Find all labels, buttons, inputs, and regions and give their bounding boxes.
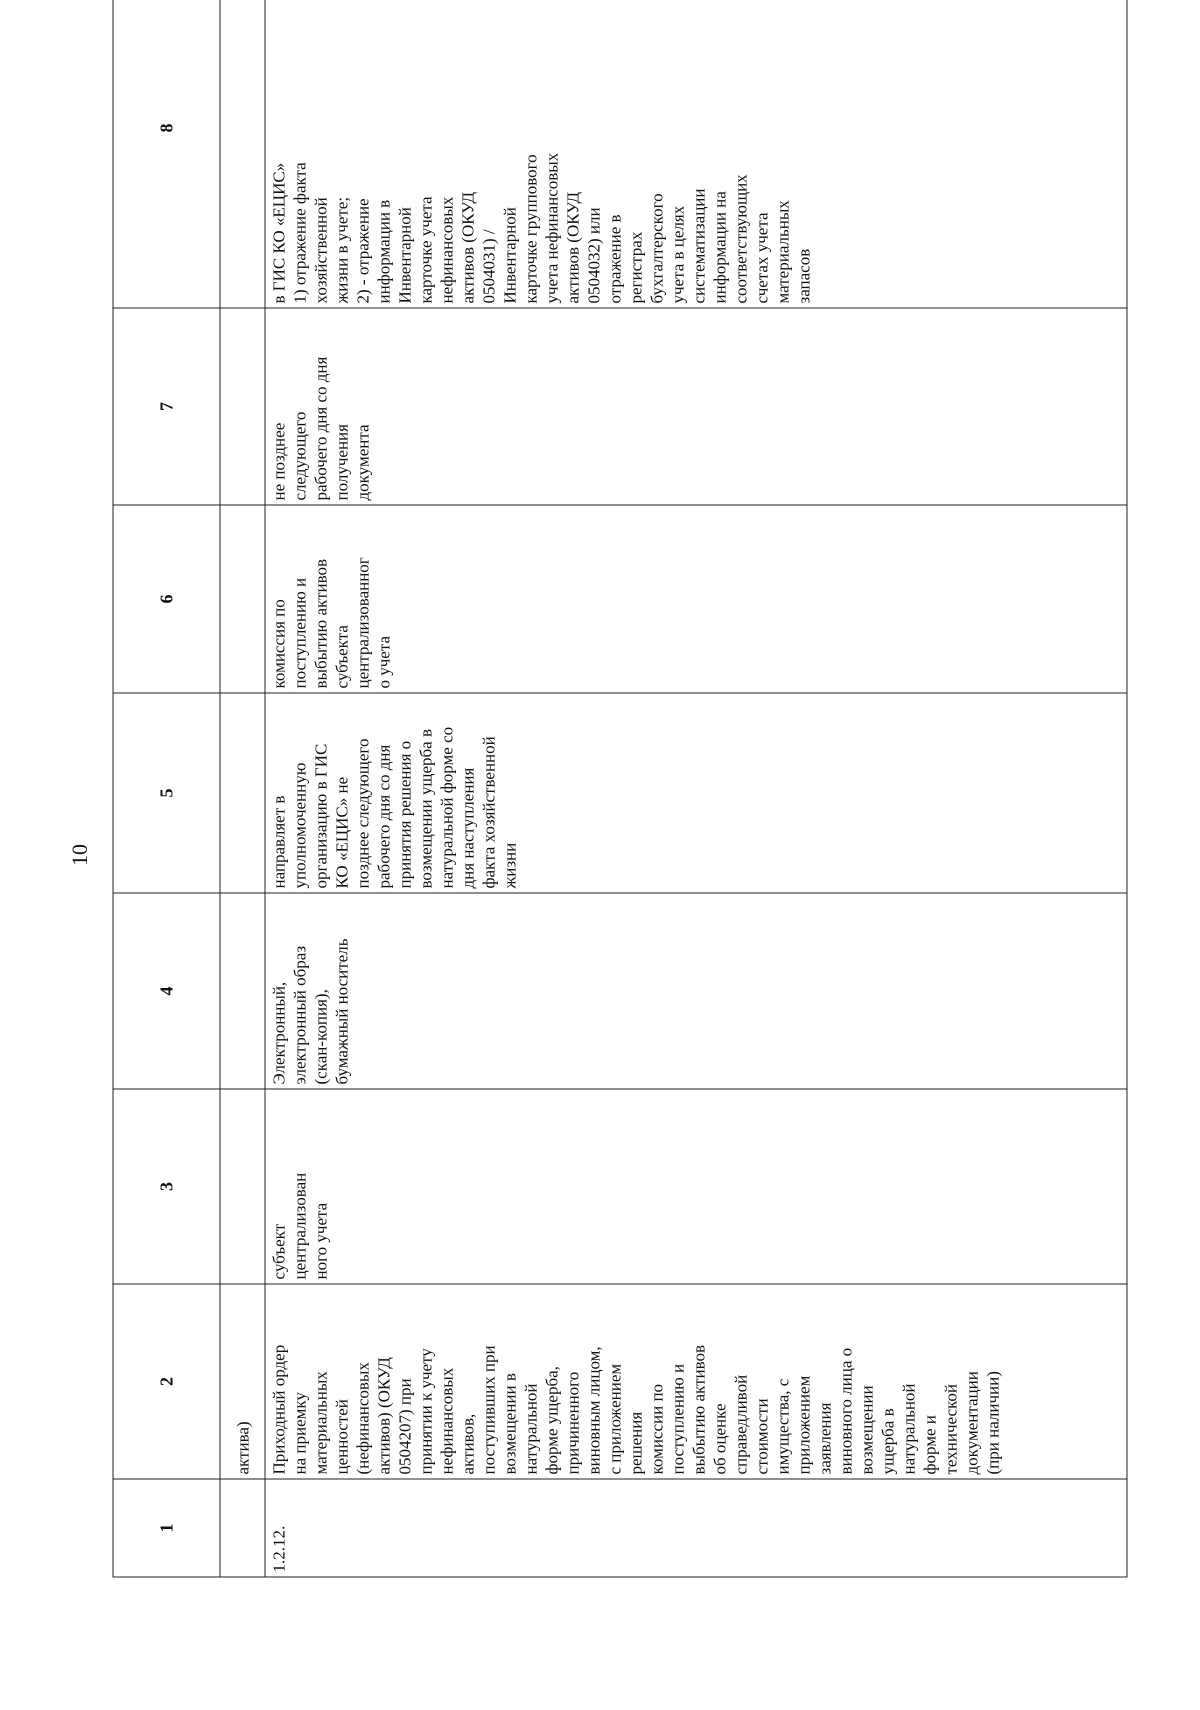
table-cell bbox=[220, 1089, 265, 1284]
table-cell: комиссия по поступлению и выбытию активов субъекта централизованнoг о учета bbox=[265, 505, 1127, 693]
column-header-5: 5 bbox=[113, 693, 220, 893]
column-header-2: 2 bbox=[113, 1284, 220, 1479]
continuation-row bbox=[220, 0, 265, 1577]
table-row bbox=[265, 0, 1127, 1577]
document-table bbox=[113, 0, 1128, 1578]
column-header-3: 3 bbox=[113, 1089, 220, 1284]
header-row bbox=[113, 0, 220, 1577]
table-cell bbox=[220, 893, 265, 1089]
table-cell: в ГИС КО «ЕЦИС» 1) отражение факта хозяйственной жизни в учете; 2) - отражение информации в Инвентарной карточке учета нефинансовых активов (ОКУД 0504031) / Инвентарной карточке группового учета нефинансовых активов (ОКУД 0504032) или отражение в регистрах бухгалтерского учета в целях систематизации информации на соответствующих счетах учета материальных запасов bbox=[265, 0, 1127, 308]
table-container bbox=[113, 48, 1128, 1578]
column-header-8: 8 bbox=[113, 0, 220, 308]
page-number: 10 bbox=[67, 844, 92, 866]
table-cell bbox=[220, 308, 265, 505]
table-cell: направляет в уполномоченную организацию в ГИС КО «ЕЦИС» не позднее следующего рабочего дня со дня принятия решения о возмещении ущерба в натуральной форме со дня наступления факта хозяйственной жизни bbox=[265, 693, 1127, 893]
table-cell: субъект централизован ного учета bbox=[265, 1089, 1127, 1284]
column-header-4: 4 bbox=[113, 893, 220, 1089]
table-cell: актива) bbox=[220, 1284, 265, 1479]
table-cell bbox=[220, 693, 265, 893]
column-header-1: 1 bbox=[113, 1479, 220, 1577]
row-number-cell: 1.2.12. bbox=[265, 1479, 1127, 1577]
document-name-cell: Приходный ордер на приемку материальных ценностей (нефинансовых активов) (ОКУД 0504207) при принятии к учету нефинансовых активов, поступивших при возмещении в натуральной форме ущерба, причиненного виновным лицом, с приложением решения комиссии по поступлению и выбытию активов об оценке справедливой стоимости имущества, с приложением заявления виновного лица о возмещении ущерба в натуральной форме и технической документации (при наличии) bbox=[265, 1284, 1127, 1479]
column-header-6: 6 bbox=[113, 505, 220, 693]
table-cell: не позднее следующего рабочего дня со дня получения документа bbox=[265, 308, 1127, 505]
column-header-7: 7 bbox=[113, 308, 220, 505]
table-cell bbox=[220, 1479, 265, 1577]
table-cell bbox=[220, 505, 265, 693]
table-cell: Электронный, электронный образ (скан-копия), бумажный носитель bbox=[265, 893, 1127, 1089]
table-cell bbox=[220, 0, 265, 308]
